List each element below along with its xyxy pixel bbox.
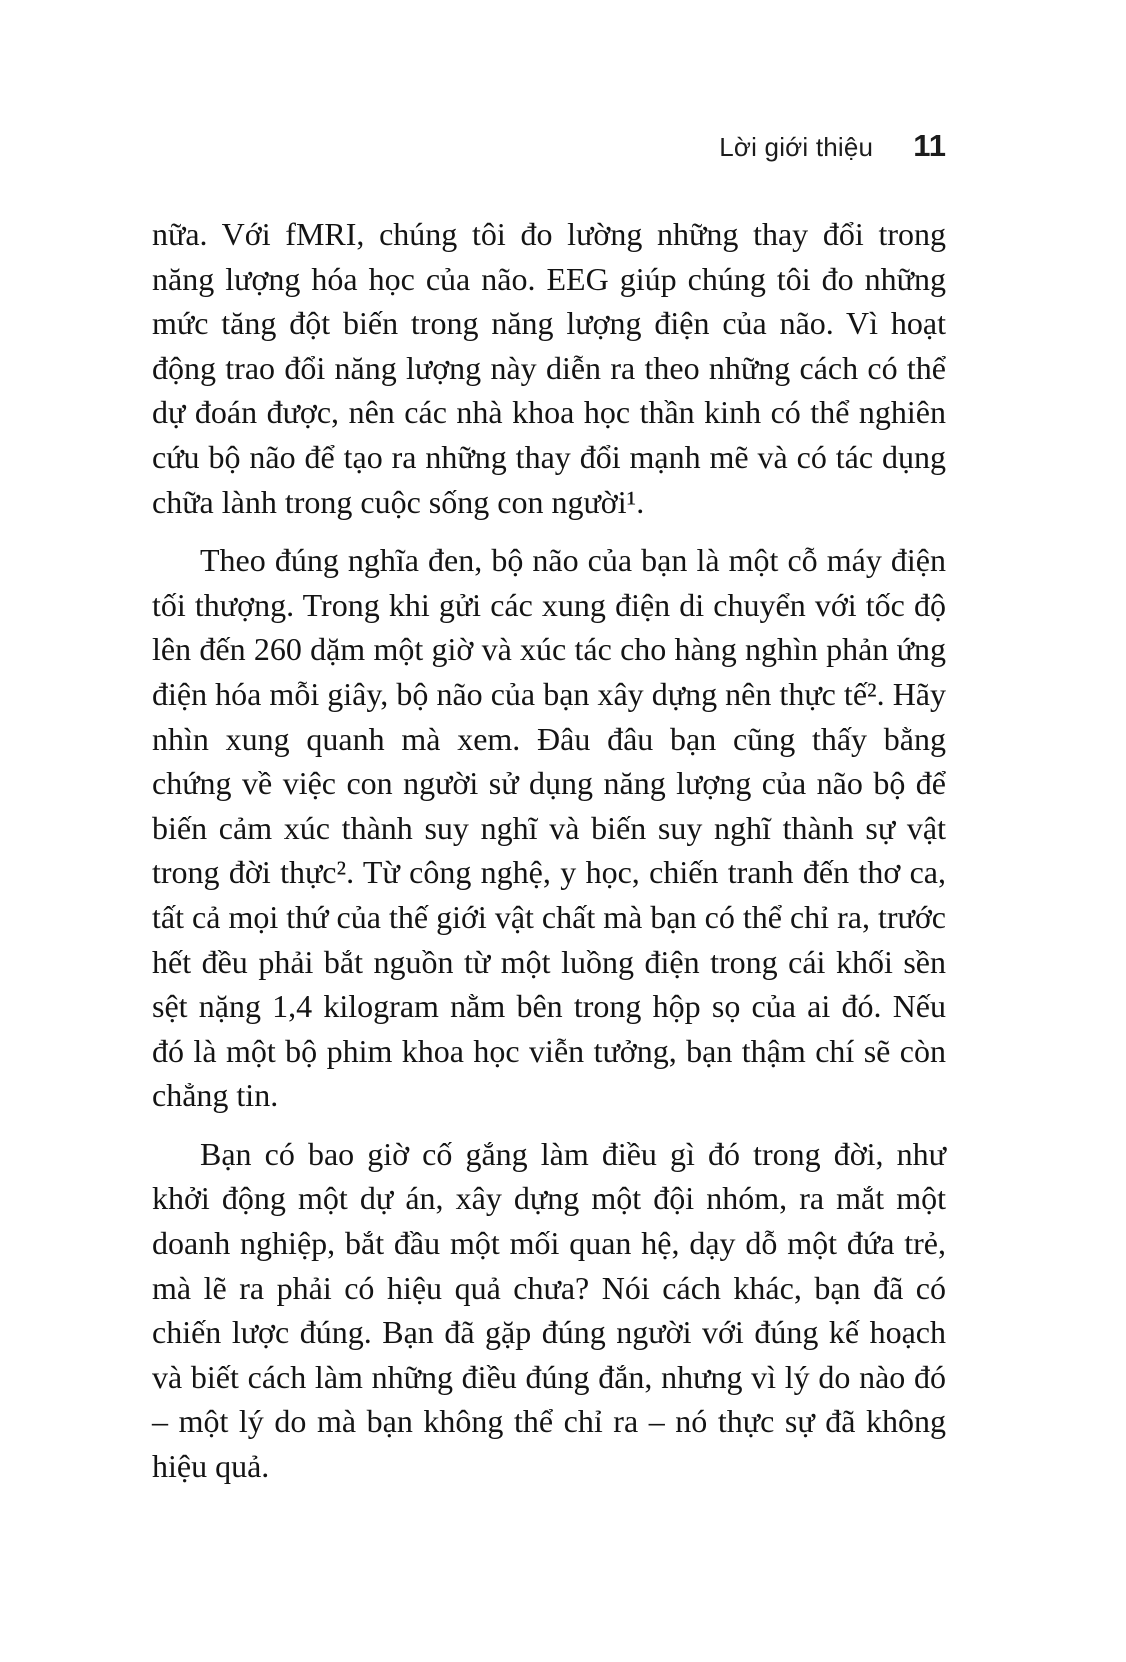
page-number: 11 [913, 128, 946, 163]
paragraph-continuation: nữa. Với fMRI, chúng tôi đo lường những thay đổi trong năng lượng hóa học của não. EEG giúp chúng tôi đo những mức tăng đột biến trong năng lượng điện của não. Vì hoạt động trao đổi năng lượng này diễn ra theo những cách có thể dự đoán được, nên các nhà khoa học thần kinh có thể nghiên cứu bộ não để tạo ra những thay đổi mạnh mẽ và có tác dụng chữa lành trong cuộc sống con người¹. [152, 216, 946, 520]
page-body [152, 212, 946, 1503]
paragraph-brain-machine: Theo đúng nghĩa đen, bộ não của bạn là một cỗ máy điện tối thượng. Trong khi gửi các xung điện di chuyển với tốc độ lên đến 260 dặm một giờ và xúc tác cho hàng nghìn phản ứng điện hóa mỗi giây, bộ não của bạn xây dựng nên thực tế². Hãy nhìn xung quanh mà xem. Đâu đâu bạn cũng thấy bằng chứng về việc con người sử dụng năng lượng của não bộ để biến cảm xúc thành suy nghĩ và biến suy nghĩ thành sự vật trong đời thực². Từ công nghệ, y học, chiến tranh đến thơ ca, tất cả mọi thứ của thế giới vật chất mà bạn có thể chỉ ra, trước hết đều phải bắt nguồn từ một luồng điện trong cái khối sền sệt nặng 1,4 kilogram nằm bên trong hộp sọ của ai đó. Nếu đó là một bộ phim khoa học viễn tưởng, bạn thậm chí sẽ còn chẳng tin. [152, 542, 946, 1114]
running-header [152, 128, 946, 164]
paragraph-have-you-ever: Bạn có bao giờ cố gắng làm điều gì đó trong đời, như khởi động một dự án, xây dựng một đội nhóm, ra mắt một doanh nghiệp, bắt đầu một mối quan hệ, dạy dỗ một đứa trẻ, mà lẽ ra phải có hiệu quả chưa? Nói cách khác, bạn đã có chiến lược đúng. Bạn đã gặp đúng người với đúng kế hoạch và biết cách làm những điều đúng đắn, nhưng vì lý do nào đó – một lý do mà bạn không thể chỉ ra – nó thực sự đã không hiệu quả. [152, 1135, 946, 1485]
running-header-title: Lời giới thiệu [719, 132, 874, 162]
